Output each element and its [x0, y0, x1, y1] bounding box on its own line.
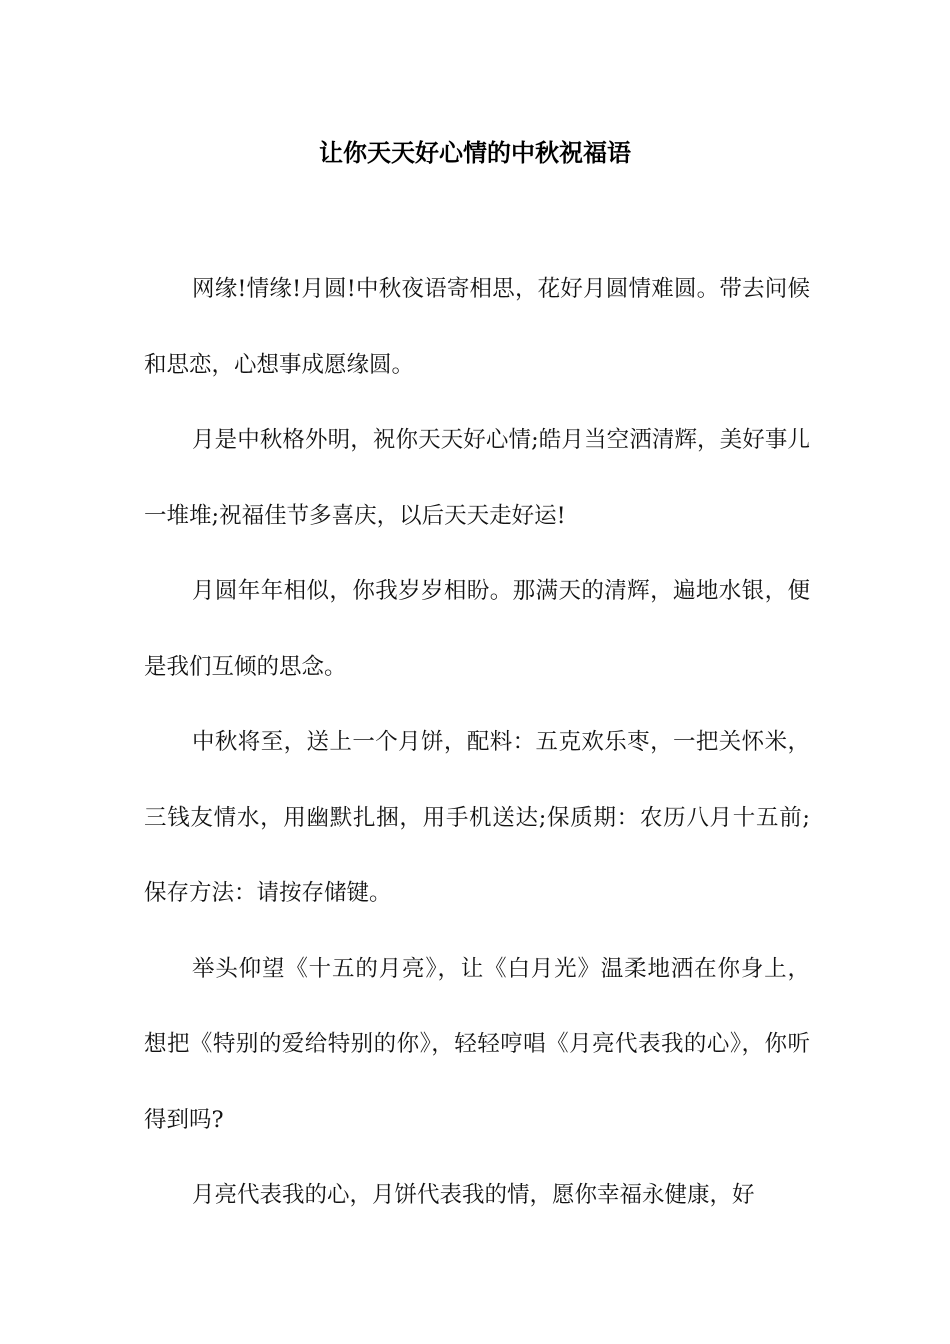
paragraph: 中秋将至，送上一个月饼，配料：五克欢乐枣，一把关怀米，三钱友情水，用幽默扎捆，用手机送达;保质期：农历八月十五前;保存方法：请按存储键。 — [144, 729, 810, 906]
paragraph: 网缘!情缘!月圆!中秋夜语寄相思，花好月圆情难圆。带去问候和思恋，心想事成愿缘圆。 — [144, 276, 810, 378]
paragraph: 月是中秋格外明，祝你天天好心情;皓月当空洒清辉，美好事儿一堆堆;祝福佳节多喜庆，以后天天走好运! — [144, 427, 810, 529]
paragraph: 举头仰望《十五的月亮》，让《白月光》温柔地洒在你身上，想把《特别的爱给特别的你》，轻轻哼唱《月亮代表我的心》，你听得到吗? — [144, 955, 810, 1133]
document-title: 让你天天好心情的中秋祝福语 — [319, 139, 631, 167]
document-body — [144, 252, 810, 1234]
paragraph: 月亮代表我的心，月饼代表我的情，愿你幸福永健康，好 — [192, 1182, 755, 1208]
paragraph: 月圆年年相似，你我岁岁相盼。那满天的清辉，遍地水银，便是我们互倾的思念。 — [144, 578, 810, 680]
